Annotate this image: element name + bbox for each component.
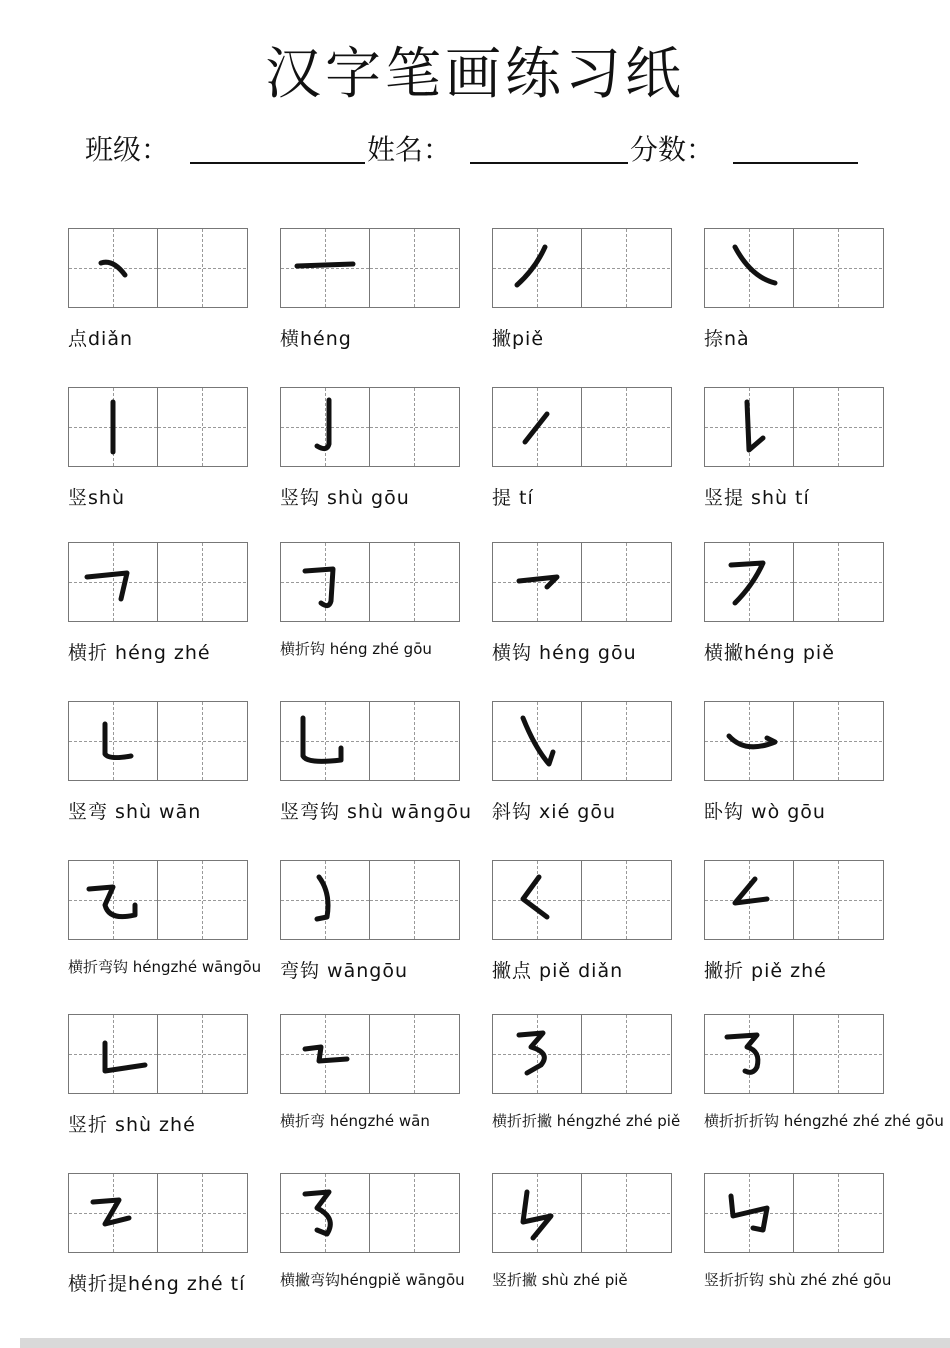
vertical-turn-left-falling-stroke-icon (493, 1174, 581, 1252)
stroke-label: 竖折 shù zhé (68, 1114, 196, 1136)
guide-line-vertical (626, 1015, 627, 1093)
practice-grid[interactable] (492, 228, 672, 308)
guide-line-vertical (838, 388, 839, 466)
stroke-label: 横撇héng piě (704, 642, 835, 664)
practice-square[interactable] (370, 1015, 458, 1093)
guide-line-vertical (414, 543, 415, 621)
stroke-label: 横撇弯钩héngpiě wāngōu (280, 1271, 465, 1289)
stroke-label: 卧钩 wò gōu (704, 801, 826, 823)
guide-line-vertical (626, 543, 627, 621)
bottom-scroll-bar (20, 1338, 950, 1348)
guide-line-vertical (202, 702, 203, 780)
practice-grid[interactable] (68, 860, 248, 940)
practice-square[interactable] (158, 702, 246, 780)
stroke-label: 竖弯钩 shù wāngōu (280, 801, 473, 823)
stroke-label: 竖折撇 shù zhé piě (492, 1271, 628, 1289)
left-falling-turn-stroke-icon (705, 861, 793, 939)
practice-grid[interactable] (68, 1173, 248, 1253)
guide-line-vertical (626, 702, 627, 780)
stroke-label: 横折提héng zhé tí (68, 1273, 246, 1295)
score-label: 分数： (630, 133, 715, 166)
practice-grid[interactable] (492, 1014, 672, 1094)
practice-square[interactable] (582, 543, 670, 621)
guide-line-vertical (202, 388, 203, 466)
right-falling-stroke-icon (705, 229, 793, 307)
stroke-label: 横钩 héng gōu (492, 642, 637, 664)
lying-hook-stroke-icon (705, 702, 793, 780)
practice-square[interactable] (370, 388, 458, 466)
practice-grid[interactable] (704, 542, 884, 622)
guide-line-vertical (414, 229, 415, 307)
guide-line-vertical (838, 1015, 839, 1093)
stroke-label: 竖shù (68, 487, 125, 509)
left-falling-dot-stroke-icon (493, 861, 581, 939)
stroke-label: 竖折折钩 shù zhé zhé gōu (704, 1271, 892, 1289)
guide-line-vertical (414, 1174, 415, 1252)
practice-square[interactable] (794, 1174, 882, 1252)
left-falling-stroke-icon (493, 229, 581, 307)
practice-square[interactable] (794, 702, 882, 780)
practice-square[interactable] (582, 388, 670, 466)
score-field[interactable] (733, 162, 858, 164)
guide-line-vertical (202, 1174, 203, 1252)
practice-square[interactable] (370, 1174, 458, 1252)
vertical-hook-stroke-icon (281, 388, 369, 466)
slant-hook-stroke-icon (493, 702, 581, 780)
practice-grid[interactable] (280, 387, 460, 467)
stroke-label: 弯钩 wāngōu (280, 960, 408, 982)
horizontal-turn-bend-hook-stroke-icon (69, 861, 157, 939)
practice-grid[interactable] (280, 228, 460, 308)
practice-grid[interactable] (280, 860, 460, 940)
practice-square[interactable] (794, 229, 882, 307)
practice-square[interactable] (370, 229, 458, 307)
practice-square[interactable] (794, 388, 882, 466)
vertical-turn-stroke-icon (69, 1015, 157, 1093)
practice-grid[interactable] (704, 228, 884, 308)
vertical-bend-stroke-icon (69, 702, 157, 780)
practice-grid[interactable] (68, 228, 248, 308)
page-title: 汉字笔画练习纸 (265, 42, 685, 107)
class-label: 班级： (85, 133, 170, 166)
name-label: 姓名： (367, 133, 452, 166)
student-info-row (85, 128, 875, 176)
practice-square[interactable] (582, 229, 670, 307)
guide-line-vertical (414, 702, 415, 780)
practice-grid[interactable] (704, 387, 884, 467)
guide-line-vertical (414, 861, 415, 939)
stroke-label: 竖钩 shù gōu (280, 487, 410, 509)
horizontal-turn-turn-turn-hook-stroke-icon (705, 1015, 793, 1093)
practice-grid[interactable] (68, 1014, 248, 1094)
practice-grid[interactable] (704, 860, 884, 940)
stroke-label: 撇折 piě zhé (704, 960, 827, 982)
horizontal-turn-turn-left-falling-stroke-icon (493, 1015, 581, 1093)
guide-line-vertical (626, 229, 627, 307)
practice-grid[interactable] (492, 387, 672, 467)
practice-grid[interactable] (492, 860, 672, 940)
practice-square[interactable] (582, 861, 670, 939)
guide-line-vertical (838, 543, 839, 621)
vertical-turn-turn-hook-stroke-icon (705, 1174, 793, 1252)
vertical-bend-hook-stroke-icon (281, 702, 369, 780)
bend-hook-stroke-icon (281, 861, 369, 939)
stroke-label: 横折 héng zhé (68, 642, 211, 664)
practice-grid[interactable] (280, 542, 460, 622)
stroke-label: 竖弯 shù wān (68, 801, 202, 823)
practice-grid[interactable] (68, 701, 248, 781)
practice-grid[interactable] (280, 701, 460, 781)
guide-line-vertical (626, 861, 627, 939)
practice-grid[interactable] (492, 542, 672, 622)
practice-square[interactable] (582, 1015, 670, 1093)
stroke-label: 横折弯钩 héngzhé wāngōu (68, 958, 262, 976)
stroke-label: 撇piě (492, 328, 545, 350)
practice-square[interactable] (158, 388, 246, 466)
stroke-label: 横héng (280, 328, 352, 350)
practice-square[interactable] (582, 702, 670, 780)
horizontal-hook-stroke-icon (493, 543, 581, 621)
practice-grid[interactable] (704, 1014, 884, 1094)
guide-line-vertical (626, 388, 627, 466)
practice-grid[interactable] (280, 1173, 460, 1253)
horizontal-left-falling-stroke-icon (705, 543, 793, 621)
guide-line-vertical (838, 229, 839, 307)
rising-stroke-icon (493, 388, 581, 466)
vertical-rising-stroke-icon (705, 388, 793, 466)
stroke-label: 捺nà (704, 328, 750, 350)
guide-line-vertical (202, 229, 203, 307)
guide-line-vertical (202, 1015, 203, 1093)
stroke-label: 横折折撇 héngzhé zhé piě (492, 1112, 681, 1130)
practice-grid[interactable] (280, 1014, 460, 1094)
guide-line-vertical (414, 1015, 415, 1093)
guide-line-vertical (838, 702, 839, 780)
practice-square[interactable] (370, 543, 458, 621)
stroke-label: 横折钩 héng zhé gōu (280, 640, 432, 658)
practice-grid[interactable] (492, 1173, 672, 1253)
practice-square[interactable] (794, 543, 882, 621)
practice-square[interactable] (370, 861, 458, 939)
practice-square[interactable] (158, 229, 246, 307)
practice-grid[interactable] (704, 701, 884, 781)
horizontal-left-falling-bend-hook-stroke-icon (281, 1174, 369, 1252)
practice-square[interactable] (370, 702, 458, 780)
practice-square[interactable] (794, 1015, 882, 1093)
class-field[interactable] (190, 162, 365, 164)
practice-square[interactable] (158, 1015, 246, 1093)
stroke-label: 横折折折钩 héngzhé zhé zhé gōu (704, 1112, 944, 1130)
stroke-label: 点diǎn (68, 328, 134, 350)
guide-line-vertical (414, 388, 415, 466)
horizontal-stroke-icon (281, 229, 369, 307)
practice-square[interactable] (582, 1174, 670, 1252)
horizontal-turn-bend-stroke-icon (281, 1015, 369, 1093)
stroke-label: 竖提 shù tí (704, 487, 810, 509)
practice-grid[interactable] (68, 542, 248, 622)
horizontal-turn-rising-stroke-icon (69, 1174, 157, 1252)
dot-stroke-icon (69, 229, 157, 307)
vertical-stroke-icon (69, 388, 157, 466)
horizontal-turn-hook-stroke-icon (281, 543, 369, 621)
guide-line-vertical (838, 1174, 839, 1252)
practice-grid[interactable] (492, 701, 672, 781)
name-field[interactable] (470, 162, 628, 164)
stroke-label: 横折弯 héngzhé wān (280, 1112, 430, 1130)
practice-grid[interactable] (68, 387, 248, 467)
practice-square[interactable] (158, 543, 246, 621)
practice-grid[interactable] (704, 1173, 884, 1253)
practice-square[interactable] (158, 861, 246, 939)
guide-line-vertical (838, 861, 839, 939)
guide-line-vertical (626, 1174, 627, 1252)
stroke-label: 撇点 piě diǎn (492, 960, 624, 982)
horizontal-turn-stroke-icon (69, 543, 157, 621)
practice-square[interactable] (794, 861, 882, 939)
stroke-label: 提 tí (492, 487, 534, 509)
stroke-label: 斜钩 xié gōu (492, 801, 617, 823)
guide-line-vertical (202, 861, 203, 939)
guide-line-vertical (202, 543, 203, 621)
practice-square[interactable] (158, 1174, 246, 1252)
